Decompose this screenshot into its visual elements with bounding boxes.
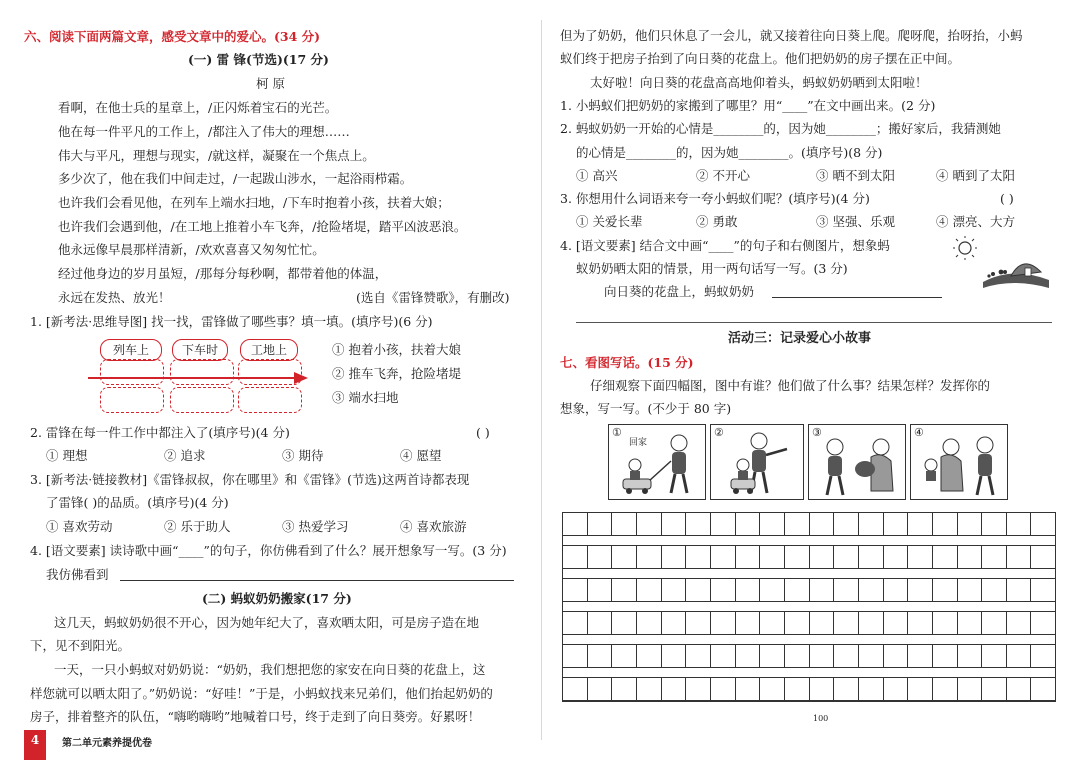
grid-cell[interactable] bbox=[810, 579, 835, 601]
grid-cell[interactable] bbox=[810, 513, 835, 535]
grid-row[interactable] bbox=[563, 513, 1055, 536]
grid-cell[interactable] bbox=[982, 645, 1007, 667]
grid-cell[interactable] bbox=[785, 546, 810, 568]
arrow-right-icon bbox=[294, 370, 310, 386]
grid-cell[interactable] bbox=[834, 579, 859, 601]
grid-cell[interactable] bbox=[884, 612, 909, 634]
grid-cell[interactable] bbox=[711, 579, 736, 601]
grid-count-label: 100 bbox=[813, 714, 829, 723]
grid-cell[interactable] bbox=[563, 678, 588, 700]
grid-cell[interactable] bbox=[588, 579, 613, 601]
question-4-prompt: 我仿佛看到 bbox=[46, 567, 109, 582]
grid-cell[interactable] bbox=[662, 612, 687, 634]
story-question-1: 1. 小蚂蚁们把奶奶的家搬到了哪里？用“____”在文中画出来。(2 分) bbox=[560, 98, 936, 113]
grid-row-gap bbox=[563, 635, 1055, 645]
poem-line: 他在每一件平凡的工作上，/都注入了伟大的理想…… bbox=[58, 124, 350, 139]
grid-cell[interactable] bbox=[1031, 513, 1055, 535]
question-1: 1. [新考法·思维导图] 找一找，雷锋做了哪些事？填一填。(填序号)(6 分) bbox=[30, 314, 433, 329]
poem-author: 柯 原 bbox=[256, 76, 285, 91]
ant-house-illustration bbox=[953, 236, 1053, 294]
grid-cell[interactable] bbox=[686, 612, 711, 634]
grid-row[interactable] bbox=[563, 678, 1055, 701]
grid-cell[interactable] bbox=[711, 546, 736, 568]
mind-map-answer-box[interactable] bbox=[100, 387, 164, 413]
grid-cell[interactable] bbox=[958, 612, 983, 634]
grid-cell[interactable] bbox=[859, 546, 884, 568]
grid-cell[interactable] bbox=[884, 513, 909, 535]
grid-cell[interactable] bbox=[859, 513, 884, 535]
grid-row-gap bbox=[563, 602, 1055, 612]
grid-cell[interactable] bbox=[958, 513, 983, 535]
grid-cell[interactable] bbox=[736, 612, 761, 634]
picture-panel-4 bbox=[910, 424, 1008, 500]
grid-cell[interactable] bbox=[662, 678, 687, 700]
mind-map-answer-box[interactable] bbox=[238, 359, 302, 385]
grid-cell[interactable] bbox=[859, 678, 884, 700]
grid-cell[interactable] bbox=[933, 645, 958, 667]
grid-cell[interactable] bbox=[933, 546, 958, 568]
q3-option: ② 乐于助人 bbox=[164, 519, 231, 534]
grid-row[interactable] bbox=[563, 612, 1055, 635]
mind-map-answer-box[interactable] bbox=[238, 387, 302, 413]
story-question-4-cont: 蚁奶奶晒太阳的情景，用一两句话写一写。(3 分) bbox=[576, 261, 848, 276]
question-4: 4. [语文要素] 读诗歌中画“____”的句子，你仿佛看到了什么？展开想象写一写。(3 分) bbox=[30, 543, 507, 558]
boy-helping-grandma-illustration bbox=[911, 425, 1007, 499]
grid-row[interactable] bbox=[563, 546, 1055, 569]
grid-cell[interactable] bbox=[563, 645, 588, 667]
sq3-option: ① 关爱长辈 bbox=[576, 214, 643, 229]
grid-cell[interactable] bbox=[1031, 645, 1055, 667]
sq2-option: ① 高兴 bbox=[576, 168, 618, 183]
picture-panel-1 bbox=[608, 424, 706, 500]
grid-cell[interactable] bbox=[1007, 546, 1032, 568]
sq3-option: ② 勇敢 bbox=[696, 214, 738, 229]
boy-pointing-illustration bbox=[711, 425, 803, 499]
grid-cell[interactable] bbox=[859, 579, 884, 601]
grid-cell[interactable] bbox=[908, 678, 933, 700]
grid-cell[interactable] bbox=[1007, 513, 1032, 535]
question-3: 3. [新考法·链接教材]《雷锋叔叔，你在哪里》和《雷锋》(节选)这两首诗都表现 bbox=[30, 472, 470, 487]
story-question-2: 2. 蚂蚁奶奶一开始的心情是________的，因为她________；搬好家后，我猜测她 bbox=[560, 121, 1001, 136]
grid-cell[interactable] bbox=[563, 612, 588, 634]
grid-row[interactable] bbox=[563, 645, 1055, 668]
poem-line-underlined: 多少次了，他在我们中间走过，/一起跋山涉水，一起浴雨栉霜。 bbox=[58, 171, 413, 186]
left-column bbox=[24, 0, 524, 764]
grid-cell[interactable] bbox=[711, 513, 736, 535]
poem-line: 伟大与平凡，理想与现实，/就这样，凝聚在一个焦点上。 bbox=[58, 148, 375, 163]
boy-pulling-cart-illustration bbox=[609, 425, 705, 499]
story-question-4-prompt: 向日葵的花盘上，蚂蚁奶奶 bbox=[604, 284, 755, 299]
grid-cell[interactable] bbox=[637, 546, 662, 568]
grid-cell[interactable] bbox=[958, 645, 983, 667]
sq3-option: ④ 漂亮、大方 bbox=[936, 214, 1015, 229]
grid-cell[interactable] bbox=[1007, 645, 1032, 667]
grid-cell[interactable] bbox=[810, 645, 835, 667]
activity-divider bbox=[576, 322, 1052, 323]
grid-cell[interactable] bbox=[686, 678, 711, 700]
grid-cell[interactable] bbox=[563, 513, 588, 535]
story-line: 但为了奶奶，他们只休息了一会儿，就又接着往向日葵上爬。爬呀爬，抬呀抬，小蚂 bbox=[560, 28, 1023, 43]
poem-line: 经过他身边的岁月虽短，/那每分每秒啊，都带着他的体温， bbox=[58, 266, 388, 281]
grid-cell[interactable] bbox=[588, 546, 613, 568]
grid-cell[interactable] bbox=[612, 546, 637, 568]
grid-cell[interactable] bbox=[736, 645, 761, 667]
grid-cell[interactable] bbox=[662, 546, 687, 568]
q3-option: ① 喜欢劳动 bbox=[46, 519, 113, 534]
grid-cell[interactable] bbox=[662, 645, 687, 667]
grid-cell[interactable] bbox=[662, 579, 687, 601]
grid-cell[interactable] bbox=[859, 645, 884, 667]
grid-cell[interactable] bbox=[958, 678, 983, 700]
writing-grid[interactable] bbox=[562, 512, 1056, 702]
poem-line: 永远在发热、放光！ bbox=[58, 290, 171, 305]
grid-cell[interactable] bbox=[958, 546, 983, 568]
grid-row[interactable] bbox=[563, 579, 1055, 602]
q2-option: ② 追求 bbox=[164, 448, 206, 463]
grid-cell[interactable] bbox=[686, 579, 711, 601]
grid-cell[interactable] bbox=[588, 612, 613, 634]
mind-map-node: 下车时 bbox=[172, 339, 228, 361]
grid-cell[interactable] bbox=[933, 579, 958, 601]
grid-cell[interactable] bbox=[711, 645, 736, 667]
grid-cell[interactable] bbox=[612, 513, 637, 535]
grid-cell[interactable] bbox=[760, 678, 785, 700]
picture-number: ① bbox=[612, 426, 622, 439]
sq4-answer-line[interactable] bbox=[772, 297, 942, 298]
q1-option: ② 推车飞奔，抢险堵堤 bbox=[332, 366, 461, 381]
story-line: 样您就可以晒太阳了。”奶奶说：“好哇！”于是，小蚂蚁找来兄弟们，他们抬起奶奶的 bbox=[30, 686, 493, 701]
mind-map-answer-box[interactable] bbox=[170, 387, 234, 413]
footer-text: 第二单元素养提优卷 bbox=[62, 738, 152, 749]
question-3-cont: 了雷锋( )的品质。(填序号)(4 分) bbox=[46, 495, 229, 510]
grid-cell[interactable] bbox=[982, 579, 1007, 601]
grid-cell[interactable] bbox=[785, 579, 810, 601]
story-title: (二) 蚂蚁奶奶搬家(17 分) bbox=[202, 591, 352, 606]
activity-title: 活动三：记录爱心小故事 bbox=[728, 331, 872, 346]
grid-cell[interactable] bbox=[736, 579, 761, 601]
grid-cell[interactable] bbox=[908, 513, 933, 535]
grid-cell[interactable] bbox=[933, 612, 958, 634]
q3-option: ③ 热爱学习 bbox=[282, 519, 349, 534]
section7-title: 七、看图写话。(15 分) bbox=[560, 355, 694, 370]
poem-line: 也许我们会遇到他，/在工地上推着小车飞奔，/抢险堵堤，踏平凶波恶浪。 bbox=[58, 219, 467, 234]
grid-cell[interactable] bbox=[810, 546, 835, 568]
grid-cell[interactable] bbox=[563, 579, 588, 601]
grid-cell[interactable] bbox=[834, 678, 859, 700]
story-question-2-cont: 的心情是________的，因为她________。(填序号)(8 分) bbox=[576, 145, 883, 160]
grid-cell[interactable] bbox=[982, 546, 1007, 568]
poem-line: 也许我们会看见他，在列车上端水扫地，/下车时抱着小孩，扶着大娘； bbox=[58, 195, 450, 210]
grid-cell[interactable] bbox=[859, 612, 884, 634]
grid-cell[interactable] bbox=[810, 678, 835, 700]
grid-row-gap bbox=[563, 536, 1055, 546]
grid-cell[interactable] bbox=[908, 612, 933, 634]
grid-cell[interactable] bbox=[612, 678, 637, 700]
mind-map-node: 列车上 bbox=[100, 339, 162, 361]
poem-source: (选自《雷锋赞歌》，有删改) bbox=[356, 290, 510, 305]
story-question-3: 3. 你想用什么词语来夸一夸小蚂蚁们呢？(填序号)(4 分) bbox=[560, 191, 870, 206]
grid-cell[interactable] bbox=[810, 612, 835, 634]
grid-cell[interactable] bbox=[1007, 612, 1032, 634]
grid-cell[interactable] bbox=[612, 579, 637, 601]
q4-answer-line[interactable] bbox=[120, 580, 514, 581]
story-line-underlined: 太好啦！向日葵的花盘高高地仰着头，蚂蚁奶奶晒到太阳啦！ bbox=[590, 75, 928, 90]
grid-cell[interactable] bbox=[908, 546, 933, 568]
story-line: 蚁们终于把房子抬到了向日葵的花盘上。他们把奶奶的房子摆在正中间。 bbox=[560, 51, 961, 66]
grid-cell[interactable] bbox=[686, 546, 711, 568]
grid-cell[interactable] bbox=[637, 612, 662, 634]
grid-cell[interactable] bbox=[637, 579, 662, 601]
grid-cell[interactable] bbox=[686, 513, 711, 535]
q2-option: ③ 期待 bbox=[282, 448, 324, 463]
grid-cell[interactable] bbox=[612, 612, 637, 634]
story-line: 这几天，蚂蚁奶奶很不开心，因为她年纪大了，喜欢晒太阳，可是房子造在地 bbox=[54, 615, 480, 630]
grid-cell[interactable] bbox=[908, 579, 933, 601]
story-line: 下，见不到阳光。 bbox=[30, 638, 131, 653]
grid-cell[interactable] bbox=[982, 678, 1007, 700]
picture-number: ② bbox=[714, 426, 724, 439]
grid-cell[interactable] bbox=[1031, 678, 1055, 700]
picture-panel-3 bbox=[808, 424, 906, 500]
picture-panel-2 bbox=[710, 424, 804, 500]
grid-cell[interactable] bbox=[785, 645, 810, 667]
grid-cell[interactable] bbox=[711, 678, 736, 700]
grid-cell[interactable] bbox=[785, 678, 810, 700]
grid-cell[interactable] bbox=[982, 612, 1007, 634]
grid-cell[interactable] bbox=[637, 645, 662, 667]
grid-cell[interactable] bbox=[760, 513, 785, 535]
grid-cell[interactable] bbox=[884, 678, 909, 700]
grid-cell[interactable] bbox=[1031, 546, 1055, 568]
q1-option: ① 抱着小孩，扶着大娘 bbox=[332, 342, 461, 357]
grid-cell[interactable] bbox=[736, 513, 761, 535]
mind-map-answer-box[interactable] bbox=[100, 359, 164, 385]
sq2-option: ④ 晒到了太阳 bbox=[936, 168, 1015, 183]
grid-cell[interactable] bbox=[736, 546, 761, 568]
grid-row-gap bbox=[563, 668, 1055, 678]
grid-cell[interactable] bbox=[884, 579, 909, 601]
q1-option: ③ 端水扫地 bbox=[332, 390, 399, 405]
story-line: 房子，排着整齐的队伍，“嗨哟嗨哟”地喊着口号，终于走到了向日葵旁。好累呀！ bbox=[30, 709, 481, 724]
grid-cell[interactable] bbox=[760, 645, 785, 667]
grid-cell[interactable] bbox=[760, 612, 785, 634]
poem-title: (一) 雷 锋(节选)(17 分) bbox=[188, 52, 329, 67]
grid-cell[interactable] bbox=[1031, 579, 1055, 601]
grid-cell[interactable] bbox=[933, 513, 958, 535]
grid-cell[interactable] bbox=[711, 612, 736, 634]
boy-and-grandma-illustration bbox=[809, 425, 905, 499]
mind-map-answer-box[interactable] bbox=[170, 359, 234, 385]
grid-cell[interactable] bbox=[612, 645, 637, 667]
story-question-4: 4. [语文要素] 结合文中画“____”的句子和右侧图片，想象蚂 bbox=[560, 238, 890, 253]
q3-option: ④ 喜欢旅游 bbox=[400, 519, 467, 534]
q2-answer-paren[interactable]: ( ) bbox=[476, 425, 490, 440]
section7-instruction: 想象，写一写。(不少于 80 字) bbox=[560, 401, 732, 416]
grid-cell[interactable] bbox=[1007, 579, 1032, 601]
question-2: 2. 雷锋在每一件工作中都注入了(填序号)(4 分) bbox=[30, 425, 290, 440]
grid-cell[interactable] bbox=[834, 513, 859, 535]
picture-number: ④ bbox=[914, 426, 924, 439]
grid-cell[interactable] bbox=[588, 645, 613, 667]
grid-cell[interactable] bbox=[785, 612, 810, 634]
grid-cell[interactable] bbox=[834, 612, 859, 634]
grid-cell[interactable] bbox=[982, 513, 1007, 535]
grid-cell[interactable] bbox=[760, 546, 785, 568]
sq2-option: ③ 晒不到太阳 bbox=[816, 168, 895, 183]
grid-cell[interactable] bbox=[686, 645, 711, 667]
section6-title: 六、阅读下面两篇文章，感受文章中的爱心。(34 分) bbox=[24, 29, 321, 44]
story-line: 一天，一只小蚂蚁对奶奶说：“奶奶，我们想把您的家安在向日葵的花盘上，这 bbox=[54, 662, 486, 677]
grid-row-gap bbox=[563, 569, 1055, 579]
grid-cell[interactable] bbox=[834, 546, 859, 568]
grid-cell[interactable] bbox=[785, 513, 810, 535]
page-number: 4 bbox=[24, 730, 46, 760]
grid-cell[interactable] bbox=[884, 645, 909, 667]
grid-cell[interactable] bbox=[1031, 612, 1055, 634]
q2-option: ① 理想 bbox=[46, 448, 88, 463]
section7-instruction: 仔细观察下面四幅图，图中有谁？他们做了什么事？结果怎样？发挥你的 bbox=[590, 378, 991, 393]
sq2-option: ② 不开心 bbox=[696, 168, 750, 183]
grid-cell[interactable] bbox=[662, 513, 687, 535]
grid-cell[interactable] bbox=[736, 678, 761, 700]
grid-cell[interactable] bbox=[958, 579, 983, 601]
grid-cell[interactable] bbox=[1007, 678, 1032, 700]
grid-cell[interactable] bbox=[908, 645, 933, 667]
grid-cell[interactable] bbox=[637, 678, 662, 700]
grid-cell[interactable] bbox=[637, 513, 662, 535]
column-divider bbox=[541, 20, 542, 740]
mind-map-node: 工地上 bbox=[240, 339, 298, 361]
grid-cell[interactable] bbox=[834, 645, 859, 667]
poem-line: 他永远像早晨那样清新，/欢欢喜喜又匆匆忙忙。 bbox=[58, 242, 325, 257]
grid-cell[interactable] bbox=[588, 678, 613, 700]
grid-cell[interactable] bbox=[588, 513, 613, 535]
sq3-option: ③ 坚强、乐观 bbox=[816, 214, 895, 229]
poem-line: 看啊，在他士兵的星章上，/正闪烁着宝石的光芒。 bbox=[58, 100, 338, 115]
grid-cell[interactable] bbox=[884, 546, 909, 568]
grid-cell[interactable] bbox=[933, 678, 958, 700]
sq3-answer-paren[interactable]: ( ) bbox=[1000, 191, 1014, 206]
picture-sign: 回家 bbox=[629, 438, 648, 448]
q2-option: ④ 愿望 bbox=[400, 448, 442, 463]
grid-cell[interactable] bbox=[563, 546, 588, 568]
picture-number: ③ bbox=[812, 426, 822, 439]
grid-cell[interactable] bbox=[760, 579, 785, 601]
